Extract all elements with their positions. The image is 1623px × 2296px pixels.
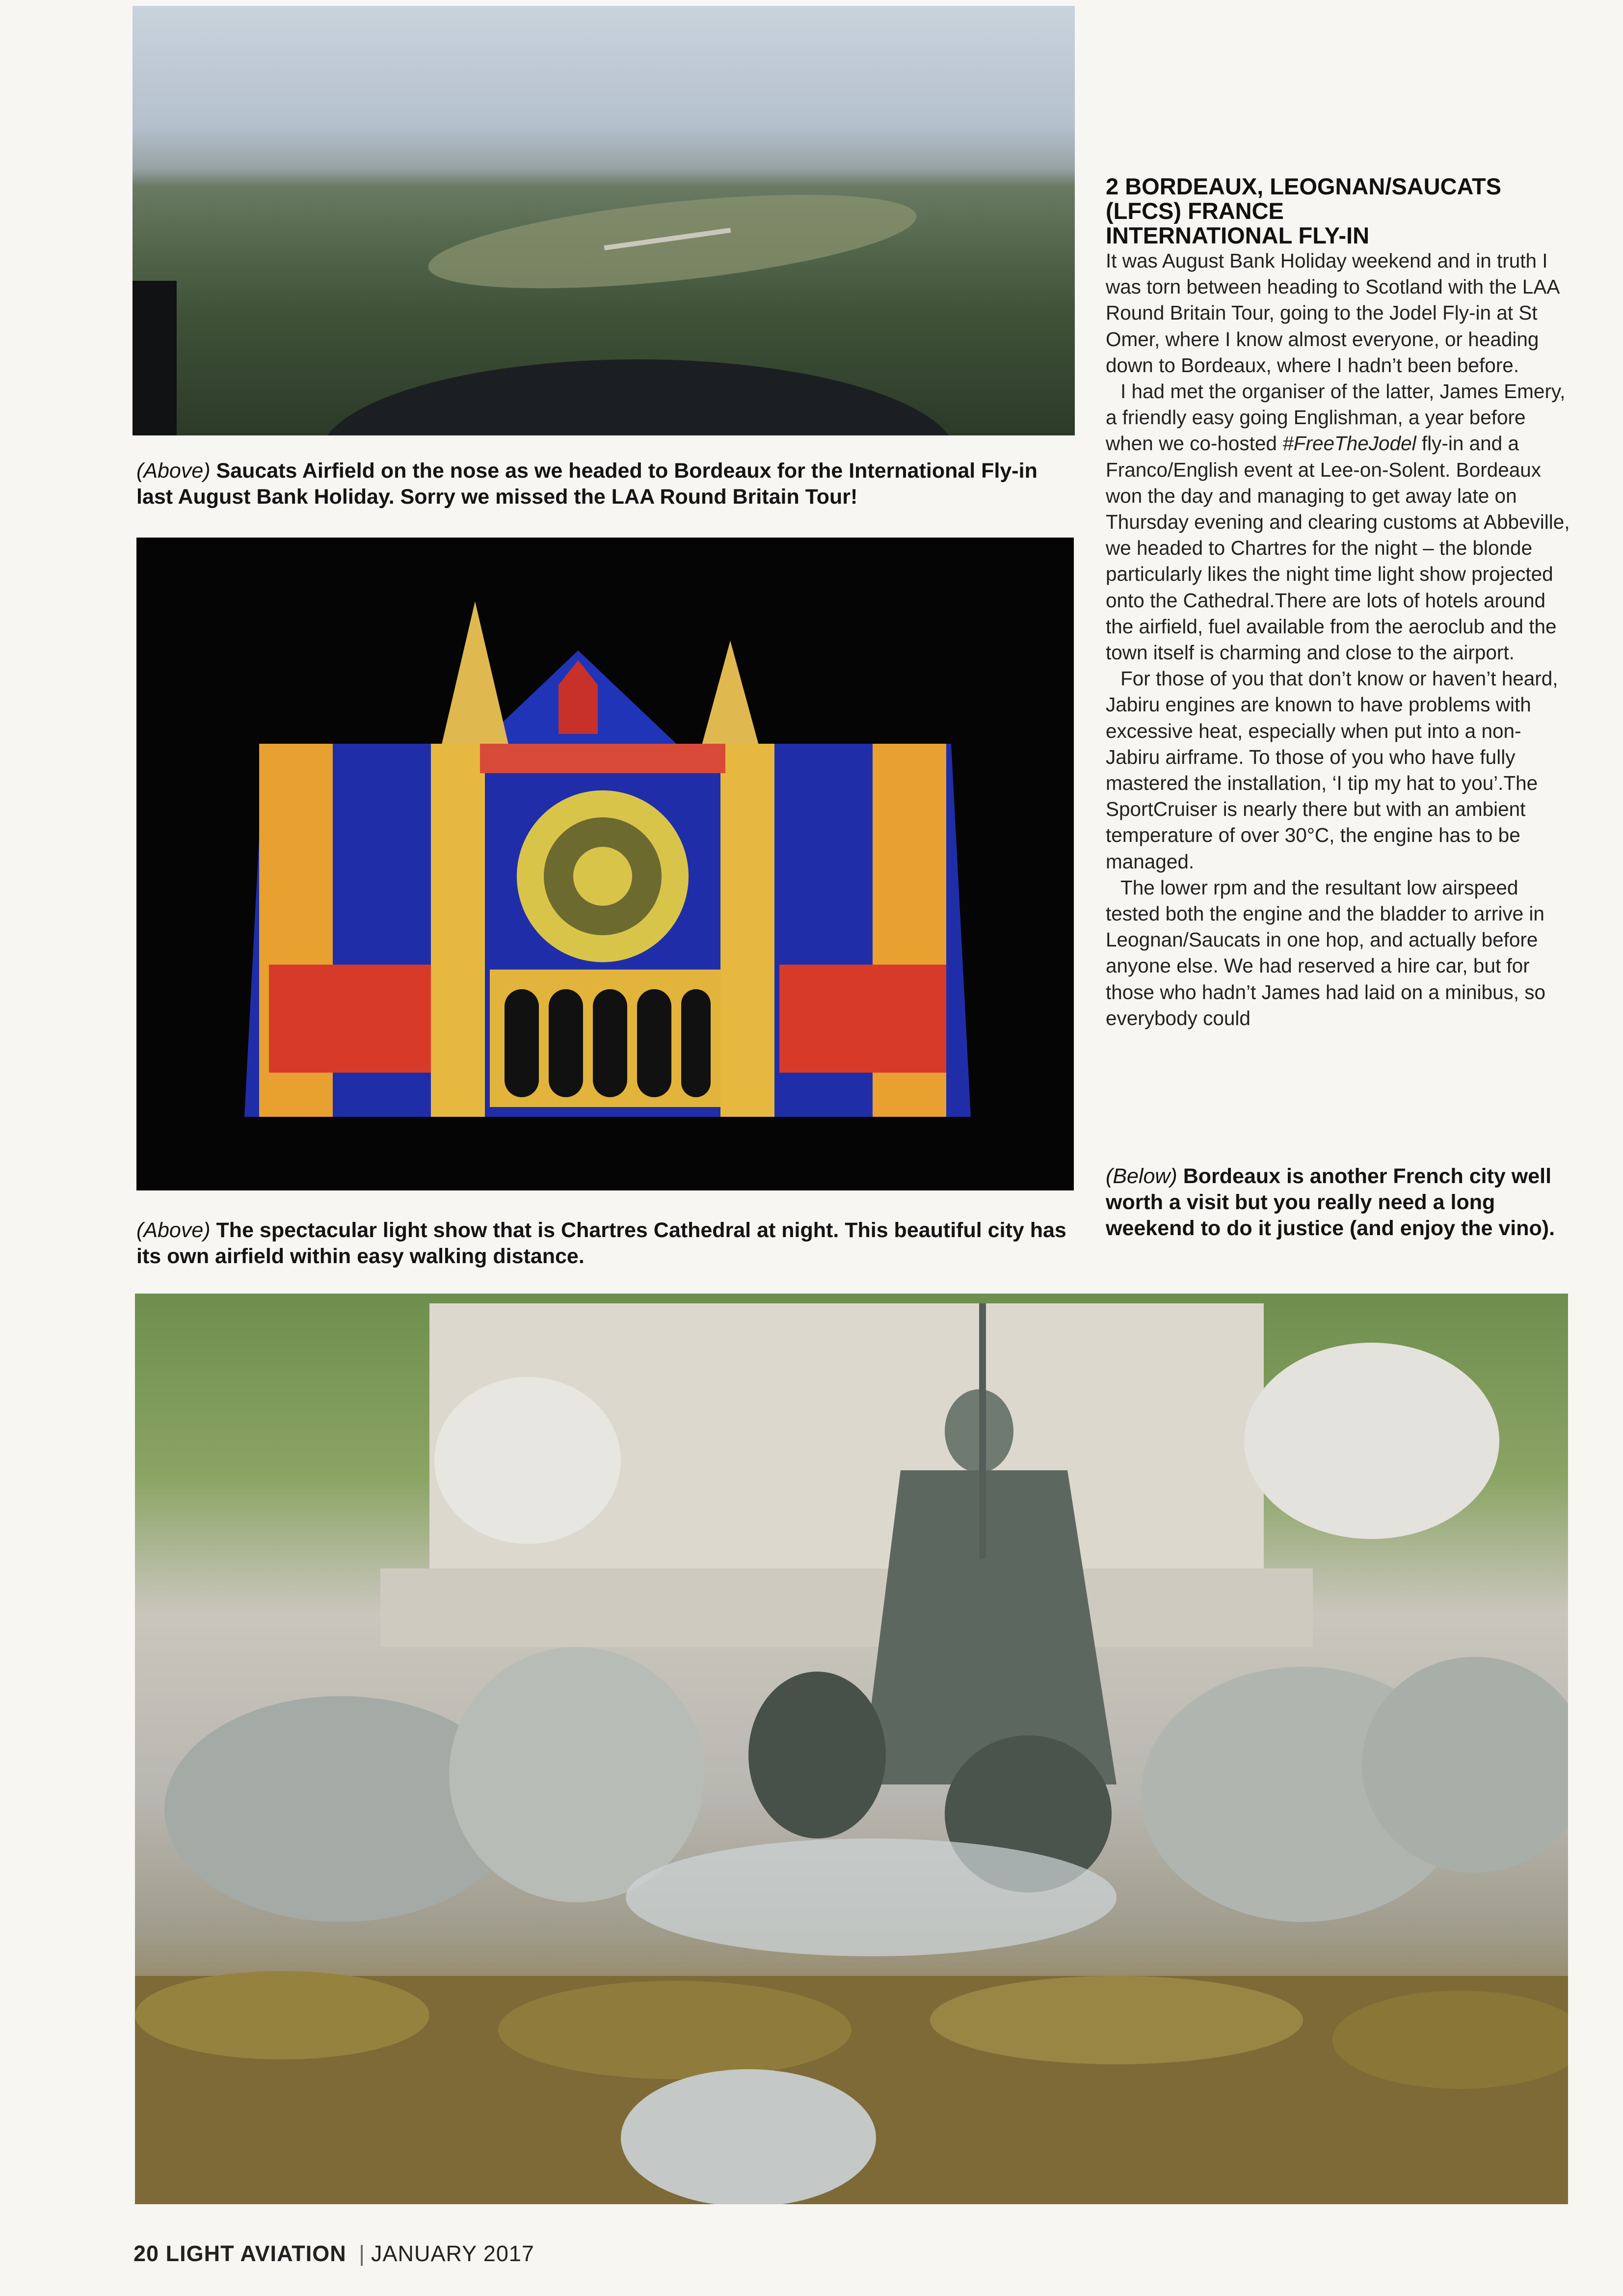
article-heading [1106, 174, 1574, 248]
article-paragraph: The lower rpm and the resultant low airspeed tested both the engine and the bladder to arrive in Leognan/Saucats in one hop, and actually before anyone else. We had reserved a hire car, but for those who hadn’t James had laid on a minibus, so everybody could [1106, 876, 1546, 1029]
article-paragraph [1106, 378, 1574, 666]
caption-chartres [136, 1217, 1074, 1270]
cockpit-window-post [133, 281, 177, 435]
issue-date: JANUARY 2017 [371, 2241, 534, 2266]
chartres-cathedral-photo [136, 538, 1074, 1190]
fountain-illustration [135, 1294, 1568, 2204]
airfield-clearing [424, 177, 920, 306]
page-footer [133, 2241, 534, 2267]
paragraph-text: I had met the organiser of the latter, James Emery, a friendly easy going Englishman, a year before when we co-hosted [1106, 380, 1566, 455]
paragraph-text: fly-in and a Franco/English event at Lee-on-Solent. Bordeaux won the day and managing to get away late on Thursday evening and clearing customs at Abbeville, we headed to Chartres for the night – the blonde particularly likes the night time light show projected onto the Cathedral.There are lots of hotels around the airfield, fuel available from the aeroclub and the town itself is charming and close to the airport. [1106, 432, 1570, 664]
article-paragraph: It was August Bank Holiday weekend and in truth I was torn between heading to Scotland with the LAA Round Britain Tour, going to the Jodel Fly-in at St Omer, where I know almost everyone, or heading down to Bordeaux, where I hadn’t been before. [1106, 249, 1559, 377]
footer-separator: | [359, 2241, 365, 2266]
caption-lead: (Above) [136, 459, 211, 483]
page-number: 20 [133, 2241, 160, 2266]
magazine-title: LIGHT AVIATION [165, 2241, 346, 2266]
heading-line: (LFCS) FRANCE [1106, 198, 1284, 224]
caption-saucats [136, 458, 1074, 510]
aerial-airfield-photo [133, 6, 1075, 435]
caption-text: Bordeaux is another French city well worth a visit but you really need a long weekend to do it justice (and enjoy the vino). [1106, 1164, 1555, 1240]
bordeaux-fountain-photo [135, 1294, 1568, 2204]
article-paragraph: For those of you that don’t know or haven’t heard, Jabiru engines are known to have problems with excessive heat, especially when put into a non-Jabiru airframe. To those of you who have fully mastered the installation, ‘I tip my hat to you’.The SportCruiser is nearly there but with an ambient temperature of over 30°C, the engine has to be managed. [1106, 667, 1558, 873]
caption-text: Saucats Airfield on the nose as we headed to Bordeaux for the International Fly-in last August Bank Holiday. Sorry we missed the LAA Round Britain Tour! [136, 459, 1038, 509]
heading-line: INTERNATIONAL FLY-IN [1106, 222, 1370, 248]
caption-bordeaux [1106, 1163, 1557, 1242]
aircraft-nose-cowling [319, 359, 957, 435]
caption-text: The spectacular light show that is Chartres Cathedral at night. This beautiful city has its own airfield within easy walking distance. [136, 1218, 1066, 1268]
hashtag: #FreeTheJodel [1282, 432, 1416, 455]
cathedral-illustration [136, 538, 1074, 1190]
caption-lead: (Above) [136, 1218, 211, 1242]
caption-lead: (Below) [1106, 1164, 1177, 1188]
heading-line: 2 BORDEAUX, LEOGNAN/SAUCATS [1106, 173, 1502, 199]
article-column [1106, 174, 1574, 1031]
